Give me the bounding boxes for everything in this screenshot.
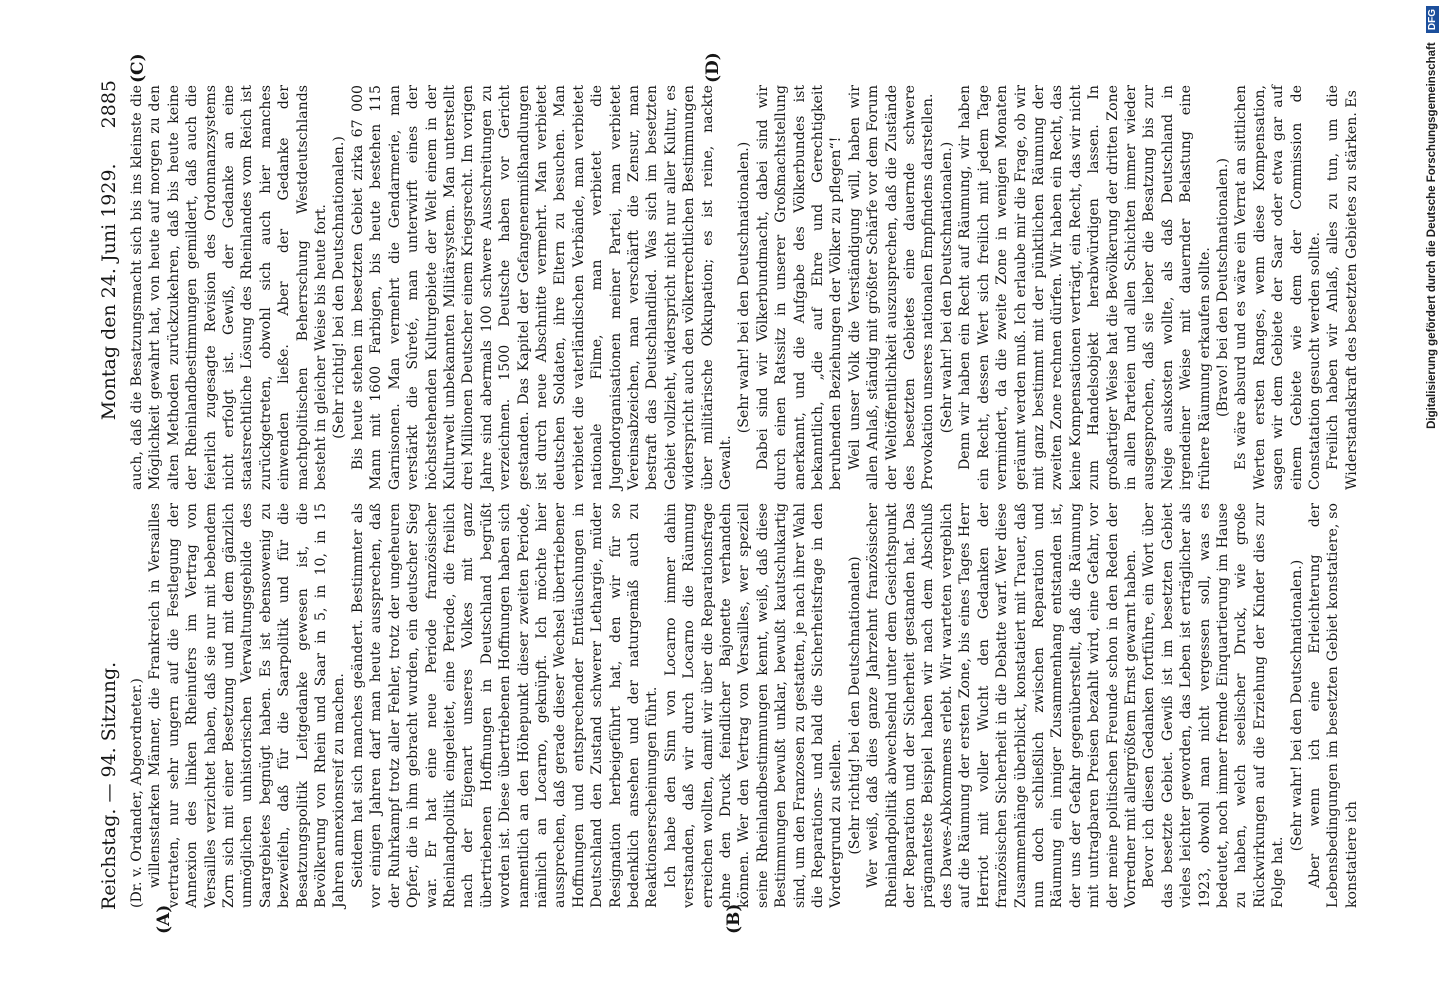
interjection: (Sehr richtig! bei den Deutschnationalen.) — [331, 136, 348, 439]
paragraph: Ich habe den Sinn von Locarno immer dahin verstanden, daß wir durch Locarno die Räumung erreichen wollten, damit wir über die Reparationsfrage ohne den Druck feindlicher Bajonette verhandeln können. Wer den Vertrag von Versailles, wer speziell seine Rheinlandbestimmungen kennt, weiß, daß diese Bestimmungen bewußt unklar, bewußt kautschukartig sind, um den Franzosen zu gestatten, je nach ihrer Wahl die Reparations- und bald die Sicherheitsfrage in den Vordergrund zu stellen. — [662, 503, 845, 908]
paragraph: auch, daß die Besatzungsmacht sich bis ins kleinste die Möglichkeit gewahrt hat, von heute auf morgen zu den alten Methoden zurückzukehren, daß bis heute keine der Rheinlandbestimmungen gemildert, daß auch die feierlich zugesagte Revision des Ordonnanzsystems nicht erfolgt ist. Gewiß, der Gedanke an eine staatsrechtliche Lösung des Rheinlandes vom Reich ist zurückgetreten, obwohl sich auch hier manches einwenden ließe. Aber der Gedanke der machtpolitischen Beherrschung Westdeutschlands besteht in gleicher Weise bis heute fort. — [129, 85, 330, 490]
paragraph: willensstarken Männer, die Frankreich in Versailles vertraten, nur sehr ungern auf die Festlegung der Annexion des linken Rheinufers im Vertrag von Versailles verzichtet haben, daß sie nur mit bebendem Zorn sich mit einer Besetzung und mit dem gänzlich unmöglichen unhistorischen Verwaltungsgebilde des Saargebietes begnügt haben. Es ist ebensowenig zu bezweifeln, daß für die Saarpolitik und für die Besatzungspolitik Leitgedanke gewesen ist, die Bevölkerung von Rhein und Saar in 5, in 10, in 15 Jahren annexionsreif zu machen. — [147, 503, 348, 908]
margin-mark-c: (C) — [128, 53, 148, 83]
speaker-line: (Dr. v. Ordander, Abgeordneter.) — [129, 678, 145, 908]
interjection: (Sehr wahr! bei den Deutschnationalen.) — [1288, 559, 1305, 852]
paragraph: Bevor ich diesen Gedanken fortführe, ein Wort über das besetzte Gebiet. Gewiß ist im besetzten Gebiet vieles leichter geworden, das Leben ist erträglicher als 1923, obwohl man nicht vergessen soll, was es bedeutet, noch immer fremde Einquartierung im Hause zu haben, welch seelischer Druck, wie große Rückwirkungen auf die Erziehung der Kinder dies zur Folge hat. — [1141, 503, 1287, 908]
paragraph: Bis heute stehen im besetzten Gebiet zirka 67 000 Mann mit 1600 Farbigen, bis heute bestehen 115 Garnisonen. Man vermehrt die Gendarmerie, man verstärkt die Sûreté, man unterwirft eines der höchststehenden Kulturgebiete der Welt einem in der Kulturwelt unbekannten Militärsystem. Man unterstellt drei Millionen Deutscher einem Kriegsrecht. Im vorigen Jahre sind abermals 100 schwere Ausschreitungen zu verzeichnen. 1500 Deutsche haben vor Gericht gestanden. Das Kapitel der Gefangenenmißhandlungen ist durch neue Abschnitte vermehrt. Man verbietet deutschen Soldaten, ihre Eltern zu besuchen. Man verbietet die vaterländischen Verbände, man verbietet nationale Filme, man verbietet die Jugendorganisationen meiner Partei, man verbietet Vereinsabzeichen, man verschärft die Zensur, man bestraft das Deutschlandlied. Was sich im besetzten Gebiet vollzieht, widerspricht nicht nur aller Kultur, es widerspricht auch den völkerrechtlichen Bestimmungen über militärische Okkupation; es ist reine, nackte Gewalt. — [349, 85, 734, 490]
interjection: (Bravo! bei den Deutschnationalen.) — [1214, 158, 1231, 417]
paragraph: Es wäre absurd und es wäre ein Verrat an sittlichen Werten ersten Ranges, wenn diese Kompensation, sagen wir dem Gebiete der Saar oder etwa gar auf einem Gebiete wie dem der Commission de Constatation gesucht werden sollte. — [1233, 85, 1323, 490]
paragraph: Wer weiß, daß dies ganze Jahrzehnt französischer Rheinlandpolitik abwechselnd unter dem Gesichtspunkt der Reparation und der Sicherheit gestanden hat. Das prägnanteste Beispiel haben wir nach dem Abschluß des Dawes-Abkommens erlebt. Wir warteten vergeblich auf die Räumung der ersten Zone, bis eines Tages Herr Herriot mit voller Wucht den Gedanken der französischen Sicherheit in die Debatte warf. Wer diese Zusammenhänge überblickt, konstatiert mit Trauer, daß nun doch schließlich zwischen Reparation und Räumung ein inniger Zusammenhang entstanden ist, der uns der Gefahr gegenüberstellt, daß die Räumung mit untragbaren Preisen bezahlt wird, eine Gefahr, vor der meine politischen Freunde schon in den Reden der Vorredner mit allergrößtem Ernst gewarnt haben. — [865, 503, 1139, 908]
paragraph: Denn wir haben ein Recht auf Räumung, wir haben ein Recht, dessen Wert sich freilich mit jedem Tage vermindert, da die zweite Zone in wenigen Monaten geräumt werden muß. Ich erlaube mir die Frage, ob wir mit ganz bestimmt mit der pünktlichen Räumung der zweiten Zone rechnen dürfen. Wir haben ein Recht, das keine Kompensationen verträgt, ein Recht, das wir nicht zum Handelsobjekt herabwürdigen lassen. In großartiger Weise hat die Bevölkerung der dritten Zone in allen Parteien und allen Schichten immer wieder ausgesprochen, daß sie lieber die Besatzung bis zur Neige auskosten wollte, als daß Deutschland in irgendeiner Weise mit dauernder Belastung eine frühere Räumung erkaufen sollte. — [957, 85, 1213, 490]
paragraph: Aber wenn ich eine Erleichterung der Lebensbedingungen im besetzten Gebiet konstatiere, so konstatiere ich — [1307, 503, 1360, 908]
header-left — [98, 163, 120, 910]
header-date: Montag den 24. Juni 1929. — [98, 163, 120, 421]
paragraph: Weil unser Volk die Verständigung will, haben wir allen Anlaß, ständig mit größter Schärfe vor dem Forum der Weltöffentlichkeit auszusprechen, daß die Zustände des besetzten Gebietes eine dauernde schwere Provokation unseres nationalen Empfindens darstellen. — [846, 85, 937, 490]
dfg-credit-strip — [1424, 6, 1440, 994]
dfg-credit-text: Digitalisierung gefördert durch die Deutsche Forschungsgemeinschaft — [1426, 42, 1438, 429]
column-right — [128, 85, 1360, 490]
page-number: 2885 — [98, 80, 120, 129]
margin-mark-d: (D) — [703, 52, 723, 83]
interjection: (Sehr wahr! bei den Deutschnationalen.) — [938, 141, 955, 434]
paragraph: Seitdem hat sich manches geändert. Bestimmter als vor einigen Jahren darf man heute aussprechen, daß der Ruhrkampf trotz aller Fehler, trotz der ungeheuren Opfer, die in ihm gebracht wurden, ein deutscher Sieg war. Er hat eine neue Periode französischer Rheinlandpolitik eingeleitet, eine Periode, die freilich nach der Eigenart unseres Volkes mit ganz übertriebenen Hoffnungen in Deutschland begrüßt worden ist. Diese übertriebenen Hoffnungen haben sich namentlich an den Höhepunkt dieser zweiten Periode, nämlich an Locarno, geknüpft. Ich möchte hier aussprechen, daß gerade dieser Wechsel übertriebener Hoffnungen und entsprechender Enttäuschungen in Deutschland den Zustand schwerer Lethargie, müder Resignation herbeigeführt hat, den wir für so bedenklich ansehen und der naturgemäß auch zu Reaktionserscheinungen führt. — [349, 503, 661, 908]
interjection: (Sehr wahr! bei den Deutschnationalen.) — [736, 141, 753, 434]
interjection: (Sehr richtig! bei den Deutschnationalen) — [846, 556, 863, 855]
paragraph: Freilich haben wir Anlaß, alles zu tun, um die Widerstandskraft des besetzten Gebietes zu stärken. Es — [1325, 85, 1360, 490]
page-header — [92, 80, 132, 910]
paragraph: Dabei sind wir Völkerbundmacht, dabei sind wir durch einen Ratssitz in unserer Großmachtstellung anerkannt, und die Aufgabe des Völkerbundes ist bekanntlich, „die auf Ehre und Gerechtigkeit beruhenden Beziehungen der Völker zu pflegen“! — [754, 85, 845, 490]
dfg-logo: DFG — [1426, 6, 1439, 33]
header-session: Reichstag. — 94. Sitzung. — [98, 661, 120, 910]
margin-mark-a: (A) — [154, 904, 174, 934]
column-left — [128, 503, 1360, 908]
margin-mark-b: (B) — [724, 903, 744, 934]
